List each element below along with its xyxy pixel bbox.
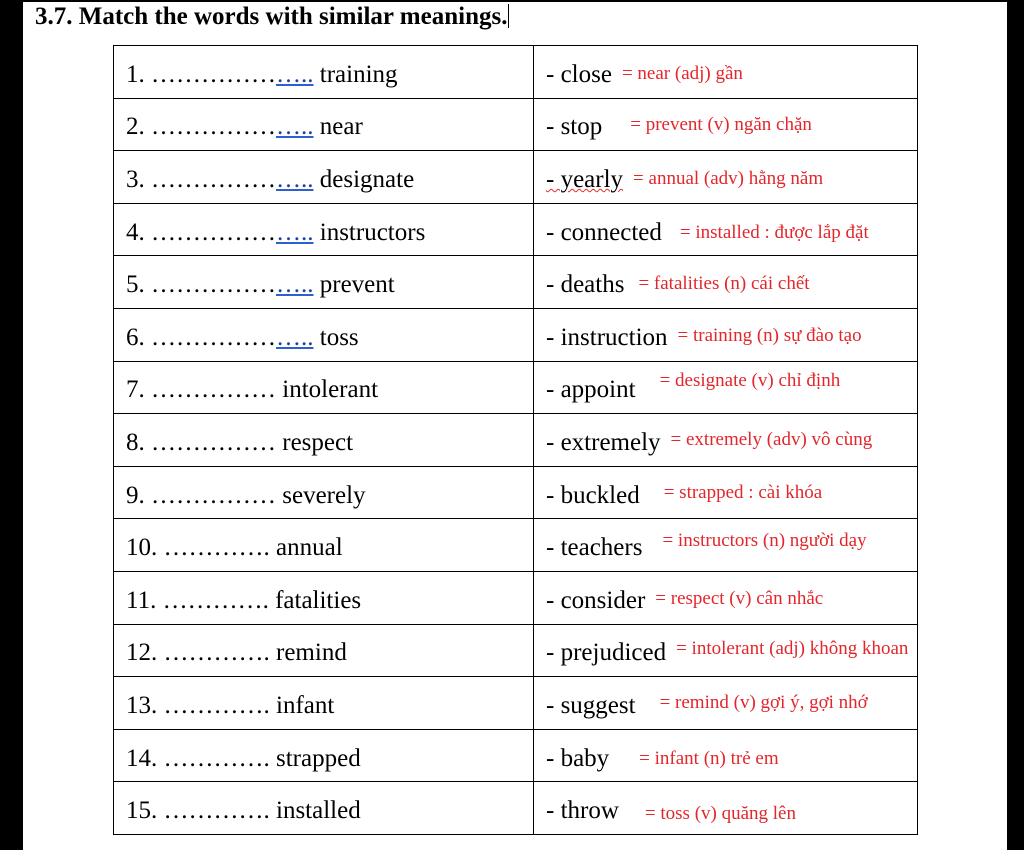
- handwritten-annotation: = toss (v) quăng lên: [644, 803, 796, 825]
- exercise-title-text: 3.7. Match the words with similar meanings.: [35, 3, 508, 30]
- word-item: [114, 745, 361, 773]
- word-item: [114, 429, 353, 457]
- word-text: infant: [276, 691, 335, 719]
- word-text: prevent: [319, 271, 395, 299]
- item-number: 15.: [126, 797, 158, 825]
- word-item: [114, 797, 361, 825]
- word-cell: [114, 151, 534, 204]
- word-text: intolerant: [282, 376, 379, 404]
- match-cell: [534, 782, 918, 835]
- word-cell: [114, 361, 534, 414]
- handwritten-annotation: = near (adj) gần: [621, 62, 743, 84]
- word-cell: [114, 414, 534, 467]
- word-text: strapped: [276, 744, 361, 772]
- match-cell: [534, 677, 918, 730]
- word-text: instructors: [319, 218, 426, 246]
- handwritten-annotation: = fatalities (n) cái chết: [638, 273, 810, 295]
- item-number: 12.: [126, 639, 158, 667]
- match-cell: [534, 361, 918, 414]
- word-item: [114, 639, 347, 667]
- matching-table: [113, 45, 918, 835]
- handwritten-annotation: = infant (n) trẻ em: [639, 747, 779, 769]
- word-item: [114, 587, 361, 615]
- word-text: severely: [282, 481, 366, 509]
- match-word: - close: [546, 60, 612, 88]
- match-cell: [534, 308, 918, 361]
- answer-blank[interactable]: ………….: [163, 744, 270, 772]
- table-row: [114, 571, 918, 624]
- match-cell: [534, 203, 918, 256]
- matching-table-body: [114, 46, 918, 835]
- item-number: 8.: [126, 428, 145, 456]
- word-item: [114, 534, 343, 562]
- item-number: 3.: [126, 165, 145, 193]
- item-number: 6.: [126, 323, 145, 351]
- handwritten-annotation: = annual (adv) hằng năm: [633, 167, 824, 189]
- answer-blank[interactable]: ……………: [151, 218, 276, 246]
- match-word: - deaths: [546, 271, 625, 299]
- word-item: [114, 692, 334, 720]
- match-cell: [534, 151, 918, 204]
- table-row: [114, 308, 918, 361]
- match-word: - consider: [546, 586, 646, 614]
- answer-blank[interactable]: ……………: [151, 271, 276, 299]
- handwritten-annotation: = intolerant (adj) không khoan: [676, 638, 909, 660]
- match-word: - instruction: [546, 323, 668, 351]
- table-row: [114, 782, 918, 835]
- item-number: 11.: [126, 586, 157, 614]
- word-text: toss: [319, 323, 359, 351]
- word-text: respect: [282, 428, 354, 456]
- word-cell: [114, 677, 534, 730]
- match-word: - appoint: [546, 376, 636, 404]
- match-word: - stop: [546, 113, 603, 141]
- word-item: [114, 376, 378, 404]
- word-item: [114, 113, 363, 141]
- word-cell: [114, 256, 534, 309]
- word-cell: [114, 46, 534, 99]
- table-row: [114, 361, 918, 414]
- match-word: - connected: [546, 218, 662, 246]
- answer-blank-underlined: …..: [276, 113, 314, 141]
- item-number: 10.: [126, 534, 158, 562]
- match-cell: [534, 98, 918, 151]
- match-word: - buckled: [546, 481, 640, 509]
- word-text: near: [319, 113, 363, 141]
- handwritten-annotation: = extremely (adv) vô cùng: [670, 428, 873, 450]
- word-cell: [114, 98, 534, 151]
- match-cell: [534, 256, 918, 309]
- handwritten-annotation: = training (n) sự đào tạo: [677, 324, 862, 346]
- answer-blank-underlined: …..: [276, 60, 314, 88]
- match-word: - yearly: [546, 165, 624, 193]
- word-text: fatalities: [275, 586, 362, 614]
- table-row: [114, 203, 918, 256]
- word-cell: [114, 624, 534, 677]
- handwritten-annotation: = designate (v) chỉ định: [659, 370, 841, 392]
- word-text: installed: [276, 797, 361, 825]
- word-text: annual: [276, 534, 343, 562]
- match-cell: [534, 624, 918, 677]
- word-text: training: [319, 60, 398, 88]
- word-item: [114, 61, 398, 89]
- handwritten-annotation: = respect (v) cân nhắc: [655, 587, 824, 609]
- word-item: [114, 166, 414, 194]
- answer-blank[interactable]: ……………: [151, 481, 276, 509]
- table-row: [114, 256, 918, 309]
- answer-blank[interactable]: ………….: [163, 639, 270, 667]
- word-cell: [114, 203, 534, 256]
- item-number: 1.: [126, 60, 145, 88]
- word-cell: [114, 519, 534, 572]
- table-row: [114, 624, 918, 677]
- answer-blank[interactable]: ……………: [151, 165, 276, 193]
- table-row: [114, 677, 918, 730]
- item-number: 4.: [126, 218, 145, 246]
- table-row: [114, 519, 918, 572]
- item-number: 9.: [126, 481, 145, 509]
- handwritten-annotation: = remind (v) gợi ý, gợi nhớ: [659, 691, 868, 713]
- match-word: - teachers: [546, 534, 643, 562]
- answer-blank[interactable]: ………….: [163, 797, 270, 825]
- word-item: [114, 271, 395, 299]
- answer-blank[interactable]: ………….: [163, 691, 270, 719]
- word-cell: [114, 308, 534, 361]
- answer-blank-underlined: …..: [276, 271, 314, 299]
- answer-blank-underlined: …..: [276, 323, 314, 351]
- exercise-title: [35, 2, 509, 32]
- answer-blank[interactable]: ……………: [151, 376, 276, 404]
- item-number: 14.: [126, 744, 158, 772]
- answer-blank-underlined: …..: [276, 165, 314, 193]
- handwritten-annotation: = strapped : cài khóa: [663, 481, 823, 503]
- word-text: designate: [319, 165, 415, 193]
- match-word: - suggest: [546, 691, 636, 719]
- word-item: [114, 219, 425, 247]
- word-item: [114, 324, 359, 352]
- text-cursor: [508, 4, 509, 28]
- word-cell: [114, 466, 534, 519]
- item-number: 7.: [126, 376, 145, 404]
- table-row: [114, 414, 918, 467]
- document-page: [23, 2, 1007, 850]
- answer-blank-underlined: …..: [276, 218, 314, 246]
- match-word: - throw: [546, 797, 619, 825]
- table-row: [114, 98, 918, 151]
- table-row: [114, 46, 918, 99]
- match-word: - baby: [546, 744, 610, 772]
- answer-blank[interactable]: ……………: [151, 60, 276, 88]
- word-item: [114, 482, 366, 510]
- word-text: remind: [276, 639, 347, 667]
- handwritten-annotation: = prevent (v) ngăn chặn: [630, 114, 812, 136]
- answer-blank[interactable]: ……………: [151, 323, 276, 351]
- match-cell: [534, 571, 918, 624]
- match-cell: [534, 519, 918, 572]
- match-cell: [534, 466, 918, 519]
- answer-blank[interactable]: ………….: [163, 534, 270, 562]
- table-row: [114, 151, 918, 204]
- item-number: 13.: [126, 691, 158, 719]
- match-cell: [534, 46, 918, 99]
- match-word: - extremely: [546, 428, 661, 456]
- word-cell: [114, 782, 534, 835]
- match-cell: [534, 729, 918, 782]
- word-cell: [114, 571, 534, 624]
- answer-blank[interactable]: ……………: [151, 428, 276, 456]
- answer-blank[interactable]: ………….: [162, 586, 269, 614]
- table-row: [114, 729, 918, 782]
- match-cell: [534, 414, 918, 467]
- match-word: - prejudiced: [546, 639, 667, 667]
- word-cell: [114, 729, 534, 782]
- handwritten-annotation: = installed : được lắp đặt: [679, 221, 869, 243]
- item-number: 5.: [126, 271, 145, 299]
- handwritten-annotation: = instructors (n) người dạy: [662, 530, 867, 552]
- table-row: [114, 466, 918, 519]
- item-number: 2.: [126, 113, 145, 141]
- answer-blank[interactable]: ……………: [151, 113, 276, 141]
